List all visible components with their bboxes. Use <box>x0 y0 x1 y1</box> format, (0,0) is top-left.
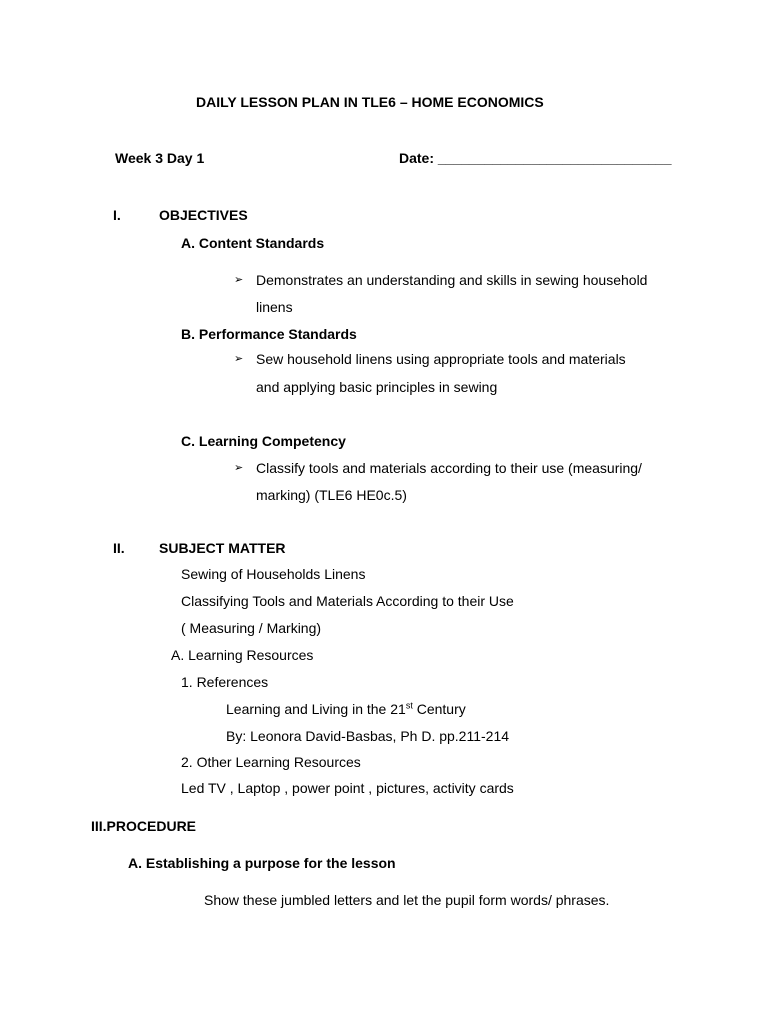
bullet-arrow-icon: ➢ <box>234 274 244 286</box>
bullet-arrow-icon: ➢ <box>234 462 244 474</box>
section-numeral-objectives: I. <box>113 207 121 223</box>
performance-standards-text-line1: Sew household linens using appropriate tools and materials <box>256 351 626 367</box>
document-title: DAILY LESSON PLAN IN TLE6 – HOME ECONOMICS <box>196 94 544 110</box>
bullet-arrow-icon: ➢ <box>234 353 244 365</box>
reference-title <box>226 700 466 718</box>
reference-title-superscript: st <box>405 700 413 711</box>
learning-competency-text-line1: Classify tools and materials according to their use (measuring/ <box>256 460 642 476</box>
reference-title-end: Century <box>412 701 466 717</box>
subject-topic-1: Sewing of Households Linens <box>181 566 366 582</box>
subject-topic-3: ( Measuring / Marking) <box>181 620 322 636</box>
procedure-instruction: Show these jumbled letters and let the pupil form words/ phrases. <box>204 892 610 908</box>
reference-title-main: Learning and Living in the 21 <box>226 701 406 717</box>
performance-standards-heading: B. Performance Standards <box>181 326 357 342</box>
content-standards-text-line2: linens <box>256 299 293 315</box>
subject-topic-2: Classifying Tools and Materials According to their Use <box>181 593 514 609</box>
section-heading-procedure: III.PROCEDURE <box>91 818 197 834</box>
learning-resources-heading: A. Learning Resources <box>171 647 314 663</box>
date-field: Date: ______________________________ <box>399 150 672 166</box>
section-numeral-subject-matter: II. <box>113 540 125 556</box>
performance-standards-text-line2: and applying basic principles in sewing <box>256 379 498 395</box>
content-standards-heading: A. Content Standards <box>181 235 325 251</box>
section-heading-subject-matter: SUBJECT MATTER <box>159 540 286 556</box>
content-standards-text-line1: Demonstrates an understanding and skills in sewing household <box>256 272 648 288</box>
other-resources-list: Led TV , Laptop , power point , pictures, activity cards <box>181 780 514 796</box>
procedure-subheading-a: A. Establishing a purpose for the lesson <box>128 855 396 871</box>
section-heading-objectives: OBJECTIVES <box>159 207 248 223</box>
reference-author: By: Leonora David-Basbas, Ph D. pp.211-214 <box>226 728 510 744</box>
references-heading: 1. References <box>181 674 269 690</box>
learning-competency-heading: C. Learning Competency <box>181 433 346 449</box>
week-day-label: Week 3 Day 1 <box>115 150 205 166</box>
learning-competency-text-line2: marking) (TLE6 HE0c.5) <box>256 487 407 503</box>
other-resources-heading: 2. Other Learning Resources <box>181 754 361 770</box>
